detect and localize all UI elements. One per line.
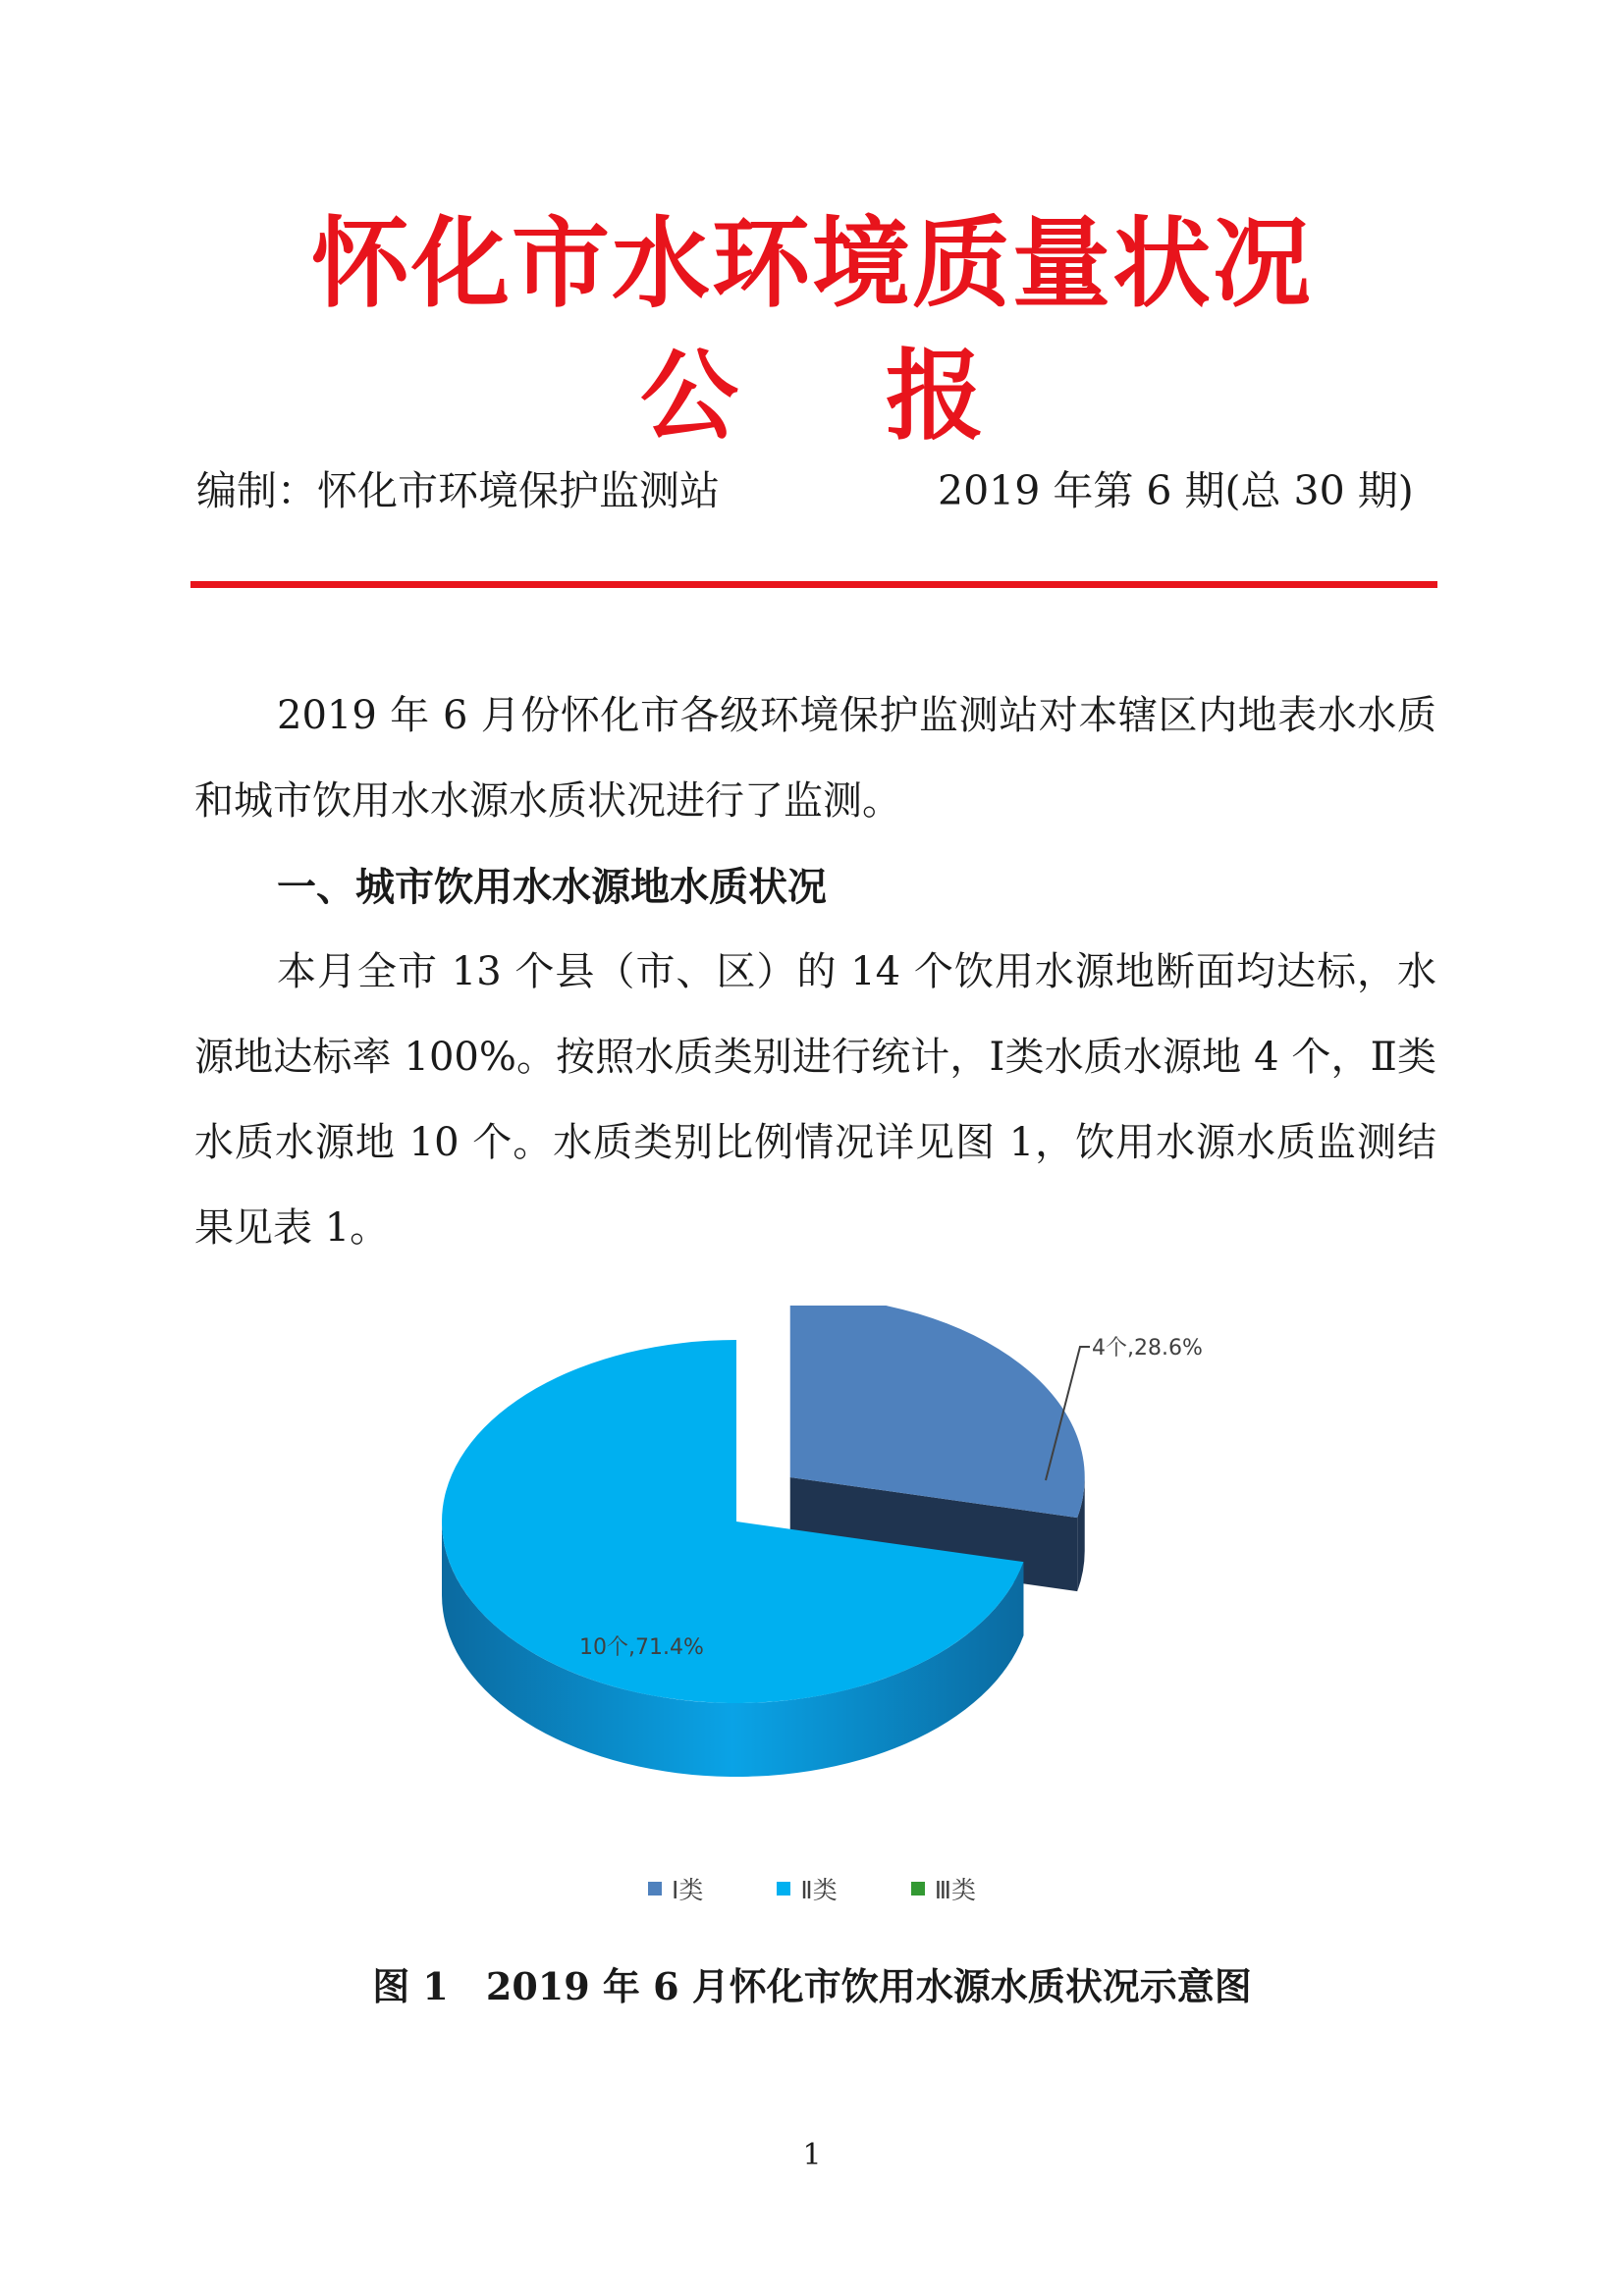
chart-legend xyxy=(0,1871,1624,1906)
section-heading: 一、城市饮用水水源地水质状况 xyxy=(277,864,827,910)
pie-chart xyxy=(412,1306,1218,1855)
data-label: 10个,71.4% xyxy=(579,1635,704,1660)
legend-item-class-1 xyxy=(648,1871,703,1906)
figure-number: 图 1 xyxy=(372,1964,449,2008)
bulletin-title: 怀化市水环境质量状况 xyxy=(311,205,1313,321)
legend-swatch xyxy=(777,1882,790,1896)
legend-label: Ⅱ类 xyxy=(800,1876,838,1904)
data-label: 4个,28.6% xyxy=(1092,1336,1203,1361)
legend-swatch xyxy=(648,1882,662,1896)
bulletin-subtitle: 公报 xyxy=(640,338,1131,454)
issue-number: 2019 年第 6 期(总 30 期) xyxy=(938,467,1414,514)
intro-paragraph: 2019 年 6 月份怀化市各级环境保护监测站对本辖区内地表水水质和城市饮用水水源水质状况进行了监测。 xyxy=(194,693,1436,824)
figure-caption-text: 2019 年 6 月怀化市饮用水源水质状况示意图 xyxy=(485,1964,1252,2008)
legend-item-class-3 xyxy=(911,1871,976,1906)
legend-item-class-2 xyxy=(777,1871,837,1906)
legend-swatch xyxy=(911,1882,925,1896)
page-number: 1 xyxy=(802,2138,822,2172)
figure-caption xyxy=(0,1964,1624,2008)
header-divider xyxy=(190,581,1437,588)
section-paragraph: 本月全市 13 个县（市、区）的 14 个饮用水源地断面均达标，水源地达标率 100%。按照水质类别进行统计，Ⅰ类水质水源地 4 个，Ⅱ类水质水源地 10 个。水质类别比例情况详见图 1，饮用水源水质监测结果见表 1。 xyxy=(194,949,1436,1251)
compiler-line: 编制：怀化市环境保护监测站 xyxy=(196,467,720,514)
legend-label: Ⅰ类 xyxy=(672,1876,704,1904)
legend-label: Ⅲ类 xyxy=(934,1876,976,1904)
